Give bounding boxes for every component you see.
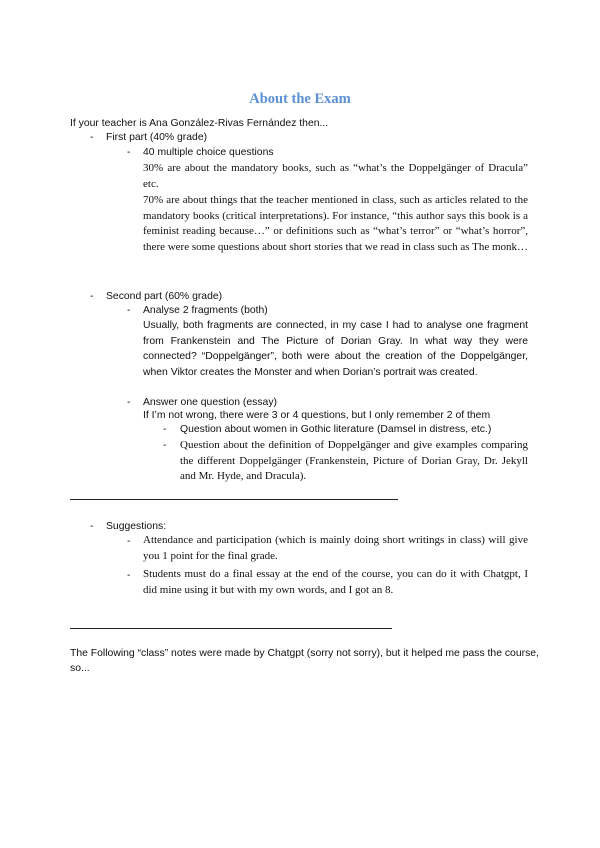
suggestions-label: Suggestions: [106, 521, 167, 532]
suggestion-1: Attendance and participation (which is mainly doing short writings in class) will give you 1 point for the final grade. [143, 534, 528, 562]
first-part-sub: 40 multiple choice questions [143, 147, 274, 158]
intro-line: If your teacher is Ana González-Rivas Fernández then... [70, 118, 329, 129]
page-title: About the Exam [249, 91, 351, 107]
first-part-label: First part (40% grade) [106, 132, 208, 143]
first-part-paragraph-2: 70% are about things that the teacher mentioned in class, such as articles related to the mandatory books (critical interpretations). For instance, “this author says this book is a feminist reading because…” or definitions such as “what’s terror” or “what’s horror”, there were some questions about short stories that we read in class such as The monk… [143, 194, 529, 253]
bullet-dash: - [127, 305, 131, 316]
bullet-dash: - [127, 147, 131, 158]
bullet-dash: - [127, 536, 131, 547]
horizontal-rule [70, 628, 392, 629]
second-part-sub-1: Analyse 2 fragments (both) [143, 305, 268, 316]
bullet-dash: - [163, 440, 167, 451]
question-1: Question about women in Gothic literature (Damsel in distress, etc.) [180, 424, 492, 435]
footer-note: The Following “class” notes were made by Chatgpt (sorry not sorry), but it helped me pass the course, so... [70, 648, 539, 674]
second-part-sub-2-text: If I’m not wrong, there were 3 or 4 questions, but I only remember 2 of them [143, 410, 491, 421]
bullet-dash: - [90, 521, 94, 532]
bullet-dash: - [127, 570, 131, 581]
bullet-dash: - [127, 397, 131, 408]
second-part-sub-2: Answer one question (essay) [143, 397, 277, 408]
first-part-paragraph-1: 30% are about the mandatory books, such as “what’s the Doppelgänger of Dracula” etc. [143, 162, 528, 190]
bullet-dash: - [163, 424, 167, 435]
bullet-dash: - [90, 132, 94, 143]
second-part-sub-1-text: Usually, both fragments are connected, in my case I had to analyse one fragment from Frankenstein and The Picture of Dorian Gray. In what way they were connected? “Doppelgänger”, both were about the creation of the Doppelgänger, when Viktor creates the Monster and when Dorian’s portrait was created. [143, 320, 528, 378]
suggestion-2: Students must do a final essay at the end of the course, you can do it with Chatgpt, I did mine using it but with my own words, and I got an 8. [143, 568, 528, 596]
question-2: Question about the definition of Doppelgänger and give examples comparing the different Doppelgänger (Frankenstein, Picture of Dorian Gray, Dr. Jekyll and Mr. Hyde, and Dracula). [180, 439, 528, 483]
second-part-label: Second part (60% grade) [106, 291, 223, 302]
horizontal-rule [70, 499, 398, 500]
bullet-dash: - [90, 291, 94, 302]
